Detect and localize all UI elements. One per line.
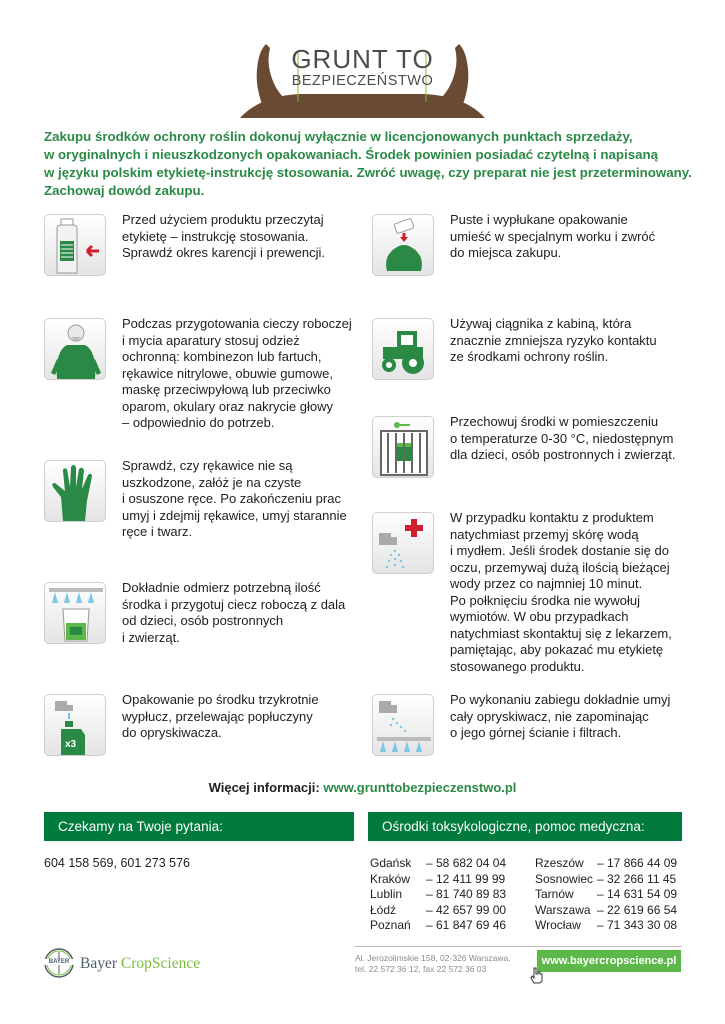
header-title-line2: BEZPIECZEŃSTWO (291, 73, 434, 89)
item-text-tractor-cab: Używaj ciągnika z kabiną, która znacznie zmniejsza ryzyko kontaktu ze środkami ochrony roślin. (450, 316, 657, 364)
tox-phone[interactable]: – 71 343 30 08 (597, 918, 678, 932)
tox-phone[interactable]: – 32 266 11 45 (597, 871, 677, 886)
glove-icon (44, 460, 106, 522)
first-aid-shower-icon (372, 512, 434, 574)
footer-address (355, 953, 530, 975)
item-text-gloves: Sprawdź, czy rękawice nie są uszkodzone, załóż je na czyste i osuszone ręce. Po zakończeniu prac umyj i zdejmij rękawice, umyj starannie ręce i twarz. (122, 458, 347, 539)
tox-city: Warszawa (535, 902, 591, 917)
item-text-read-label: Przed użyciem produktu przeczytaj etykietę – instrukcję stosowania. Sprawdź okres karencji i prewencji. (122, 212, 326, 260)
label-bottle-icon (44, 214, 106, 276)
measuring-beaker-icon (44, 582, 106, 644)
tox-phone[interactable]: – 81 740 89 83 (426, 887, 507, 901)
item-text-wash-sprayer: Po wykonaniu zabiegu dokładnie umyj cały opryskiwacz, nie zapominając o jego górnej ścianie i filtrach. (450, 692, 671, 740)
toxicology-table (370, 856, 685, 936)
more-info-link[interactable]: www.grunttobezpieczenstwo.pl (323, 780, 517, 795)
bayer-seal-text: BAYER (44, 959, 74, 965)
hand-cursor-icon (529, 966, 545, 984)
more-info (0, 780, 725, 795)
tox-phone[interactable]: – 14 631 54 09 (597, 887, 678, 901)
tox-phone[interactable]: – 58 682 04 04 (426, 856, 507, 870)
tox-city: Wrocław (535, 918, 581, 932)
tractor-icon (372, 318, 434, 380)
sprayer-wash-icon (372, 694, 434, 756)
tox-phone[interactable]: – 17 866 44 09 (597, 856, 678, 870)
bayer-cross-logo (44, 948, 74, 978)
item-text-protective-clothing: Podczas przygotowania cieczy roboczej i mycia aparatury stosuj odzież ochronną: kombinezon lub fartuch, rękawice nitrylowe, obuwie gumowe, maskę przeciwpyłową lub przeciwko oparom, okulary oraz nakrycie głowy – odpowiednio do potrzeb. (122, 316, 352, 430)
logo-word-cropscience: CropScience (120, 955, 201, 972)
address-line-2: tel. 22 572 36 12, fax 22 572 36 03 (355, 964, 487, 974)
tox-city: Tarnów (535, 887, 574, 901)
tox-phone[interactable]: – 22 619 66 54 (597, 902, 678, 917)
tox-phone[interactable]: – 42 657 99 00 (426, 902, 507, 917)
tox-city: Kraków (370, 871, 411, 886)
item-text-empty-packaging: Puste i wypłukane opakowanie umieść w specjalnym worku i zwróć do miejsca zakupu. (450, 212, 656, 260)
locked-storage-icon (372, 416, 434, 478)
tox-city: Gdańsk (370, 856, 412, 870)
tox-city: Łódź (370, 902, 397, 917)
triple-rinse-icon (44, 694, 106, 756)
address-line-1: Al. Jerozolimskie 158, 02-326 Warszawa, (355, 953, 511, 963)
protective-suit-icon (44, 318, 106, 380)
tox-city: Sosnowiec (535, 871, 594, 886)
header-logo (240, 40, 485, 120)
tox-city: Poznań (370, 918, 411, 932)
questions-phones: 604 158 569, 601 273 576 (44, 856, 190, 870)
website-button[interactable]: www.bayercropscience.pl (537, 950, 681, 972)
tox-city: Rzeszów (535, 856, 584, 870)
more-info-label: Więcej informacji: (208, 780, 320, 795)
tox-city: Lublin (370, 887, 403, 901)
svg-text:x3: x3 (65, 739, 77, 750)
questions-title: Czekamy na Twoje pytania: (44, 812, 354, 841)
item-text-triple-rinse: Opakowanie po środku trzykrotnie wypłucz, przelewając popłuczyny do opryskiwacza. (122, 692, 319, 740)
intro-text: Zakupu środków ochrony roślin dokonuj wyłącznie w licencjonowanych punktach sprzedaży, w oryginalnych i nieuszkodzonych opakowaniach. Środek powinien posiadać czytelną i napisaną w języku polskim etykietę-instrukcję stosowania. Zwróć uwagę, czy preparat nie jest przeterminowany. Zachowaj dowód zakupu. (44, 129, 692, 198)
item-text-storage: Przechowuj środki w pomieszczeniu o temperaturze 0-30 °C, niedostępnym dla dzieci, osób postronnych i zwierząt. (450, 414, 676, 462)
header-title-line1: GRUNT TO (291, 44, 434, 74)
tox-phone[interactable]: – 12 411 99 99 (426, 871, 506, 886)
bayer-cropscience-logo (80, 955, 200, 973)
tox-phone[interactable]: – 61 847 69 46 (426, 918, 507, 932)
toxicology-title: Ośrodki toksykologiczne, pomoc medyczna: (368, 812, 682, 841)
item-text-measure: Dokładnie odmierz potrzebną ilość środka i przygotuj ciecz roboczą z dala od dzieci, osób postronnych i zwierząt. (122, 580, 346, 645)
waste-bag-icon (372, 214, 434, 276)
item-text-first-aid: W przypadku kontaktu z produktem natychmiast przemyj skórę wodą i mydłem. Jeśli środek dostanie się do oczu, przemywaj dużą ilością bieżącej wody przez co najmniej 10 minut. Po połknięciu środka nie wywołuj wymiotów. W obu przypadkach natychmiast skontaktuj się z lekarzem, pamiętając, aby pokazać mu etykietę stosowanego produktu. (450, 510, 672, 674)
logo-word-bayer: Bayer (80, 955, 118, 972)
footer-divider (355, 946, 682, 947)
